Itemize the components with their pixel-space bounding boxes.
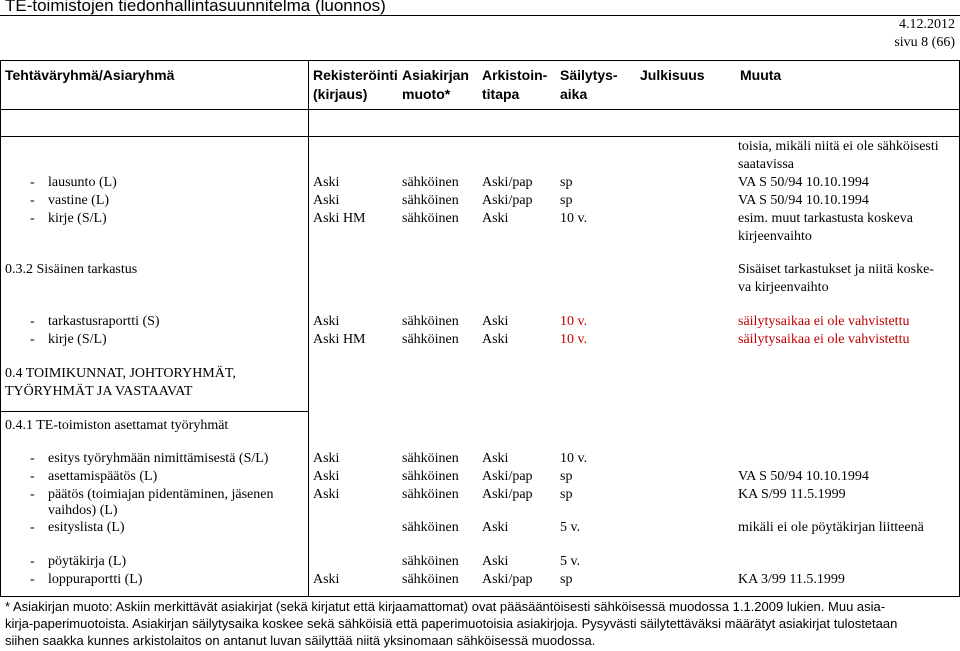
row-retention: 5 v. (560, 520, 581, 535)
section-border (0, 411, 308, 412)
row-name: kirje (S/L) (48, 211, 107, 226)
form-line2: muoto* (402, 86, 451, 102)
column-header-other: Muuta (740, 67, 782, 83)
row-registration: Aski (313, 193, 340, 208)
footnote-line: * Asiakirjan muoto: Askiin merkittävät asiakirjat (sekä kirjatut että kirjaamattomat) ovat pääsääntöisesti sähköisessä muodossa 1.1.2009 lukien. Muu asia- (5, 599, 886, 614)
row-registration: Aski (313, 487, 340, 502)
footnote-line: siihen saakka kunnes arkistolaitos on antanut luvan säilyttää niitä yksinomaan sähköisessä muodossa. (5, 633, 596, 648)
row-registration: Aski (313, 451, 340, 466)
row-retention: sp (560, 175, 573, 190)
row-archiving: Aski (482, 451, 509, 466)
row-name: esityslista (L) (48, 520, 125, 535)
other-note: toisia, mikäli niitä ei ole sähköisesti (738, 139, 939, 154)
row-archiving: Aski/pap (482, 572, 533, 587)
footnote-line: kirja-paperimuotoista. Asiakirjan säilytysaika koskee sekä sähköisiä että paperimuotoisia asiakirjoja. Pysyvästi säilytettäväksi määrätyt asiakirjat tulostetaan (5, 616, 898, 631)
document-title: TE-toimistojen tiedonhallintasuunnitelma (luonnos) (5, 0, 386, 15)
row-archiving: Aski/pap (482, 175, 533, 190)
column-header-publicity: Julkisuus (640, 67, 705, 83)
row-other: säilytysaikaa ei ole vahvistettu (738, 332, 910, 347)
row-name: tarkastusraportti (S) (48, 314, 160, 329)
dash: - (30, 211, 35, 226)
column-header-format (402, 66, 469, 104)
column-divider (308, 60, 309, 596)
row-other: VA S 50/94 10.10.1994 (738, 469, 869, 484)
row-format: sähköinen (402, 193, 459, 208)
arch-line1: Arkistoin- (482, 67, 548, 83)
dash: - (30, 193, 35, 208)
row-archiving: Aski (482, 332, 509, 347)
row-archiving: Aski/pap (482, 469, 533, 484)
table-top-border (0, 60, 960, 61)
row-format: sähköinen (402, 211, 459, 226)
row-registration: Aski HM (313, 211, 366, 226)
row-archiving: Aski (482, 211, 509, 226)
row-archiving: Aski (482, 314, 509, 329)
row-format: sähköinen (402, 520, 459, 535)
footnote (5, 598, 955, 649)
row-retention: 10 v. (560, 332, 588, 347)
row-name-continued: vaihdos) (L) (48, 503, 118, 518)
row-retention: sp (560, 487, 573, 502)
other-note: saatavissa (738, 157, 794, 172)
section-heading: TYÖRYHMÄT JA VASTAAVAT (5, 384, 193, 399)
ret-line2: aika (560, 86, 588, 102)
section-heading: 0.3.2 Sisäinen tarkastus (5, 262, 138, 277)
row-format: sähköinen (402, 451, 459, 466)
row-registration: Aski (313, 469, 340, 484)
row-retention: 10 v. (560, 451, 588, 466)
row-archiving: Aski/pap (482, 193, 533, 208)
dash: - (30, 175, 35, 190)
section-heading: 0.4.1 TE-toimiston asettamat työryhmät (5, 418, 229, 433)
table-bottom-border (0, 596, 960, 597)
row-archiving: Aski (482, 520, 509, 535)
row-registration: Aski (313, 572, 340, 587)
row-name: loppuraportti (L) (48, 572, 143, 587)
row-name: kirje (S/L) (48, 332, 107, 347)
section-note: Sisäiset tarkastukset ja niitä koske- (738, 262, 934, 277)
row-archiving: Aski/pap (482, 487, 533, 502)
other-note: esim. muut tarkastusta koskeva (738, 211, 913, 226)
other-note: VA S 50/94 10.10.1994 (738, 193, 869, 208)
row-registration: Aski HM (313, 332, 366, 347)
row-border (0, 136, 960, 137)
reg-line1: Rekisteröinti (313, 67, 398, 83)
reg-line2: (kirjaus) (313, 86, 368, 102)
ret-line1: Säilytys- (560, 67, 618, 83)
row-name: pöytäkirja (L) (48, 554, 127, 569)
dash: - (30, 487, 35, 502)
header-rule (0, 15, 960, 16)
table-left-border (0, 60, 1, 596)
row-other: KA 3/99 11.5.1999 (738, 572, 845, 587)
row-format: sähköinen (402, 469, 459, 484)
row-retention: sp (560, 572, 573, 587)
row-other: KA S/99 11.5.1999 (738, 487, 846, 502)
row-format: sähköinen (402, 332, 459, 347)
dash: - (30, 520, 35, 535)
row-registration: Aski (313, 175, 340, 190)
row-format: sähköinen (402, 487, 459, 502)
row-format: sähköinen (402, 572, 459, 587)
row-name: vastine (L) (48, 193, 110, 208)
form-line1: Asiakirjan (402, 67, 469, 83)
page-number: sivu 8 (66) (894, 35, 955, 50)
row-retention: 10 v. (560, 211, 588, 226)
dash: - (30, 314, 35, 329)
row-other: mikäli ei ole pöytäkirjan liitteenä (738, 520, 924, 535)
dash: - (30, 332, 35, 347)
row-name: lausunto (L) (48, 175, 117, 190)
row-retention: sp (560, 469, 573, 484)
row-name: päätös (toimiajan pidentäminen, jäsenen (48, 487, 274, 502)
row-format: sähköinen (402, 314, 459, 329)
dash: - (30, 469, 35, 484)
row-other: säilytysaikaa ei ole vahvistettu (738, 314, 910, 329)
header-date-page (894, 16, 955, 52)
row-name: esitys työryhmään nimittämisestä (S/L) (48, 451, 269, 466)
row-format: sähköinen (402, 554, 459, 569)
row-name: asettamispäätös (L) (48, 469, 158, 484)
row-retention: 5 v. (560, 554, 581, 569)
column-header-retention (560, 66, 618, 104)
other-note: VA S 50/94 10.10.1994 (738, 175, 869, 190)
row-registration: Aski (313, 314, 340, 329)
row-retention: 10 v. (560, 314, 588, 329)
dash: - (30, 572, 35, 587)
row-retention: sp (560, 193, 573, 208)
column-header-registration (313, 66, 398, 104)
dash: - (30, 554, 35, 569)
header-bottom-border (0, 109, 960, 110)
section-heading: 0.4 TOIMIKUNNAT, JOHTORYHMÄT, (5, 366, 236, 381)
section-note: va kirjeenvaihto (738, 280, 829, 295)
row-format: sähköinen (402, 175, 459, 190)
dash: - (30, 451, 35, 466)
column-header-group: Tehtäväryhmä/Asiaryhmä (5, 67, 175, 83)
arch-line2: titapa (482, 86, 520, 102)
column-header-archiving (482, 66, 547, 104)
document-date: 4.12.2012 (899, 17, 955, 32)
other-note: kirjeenvaihto (738, 229, 812, 244)
row-archiving: Aski (482, 554, 509, 569)
